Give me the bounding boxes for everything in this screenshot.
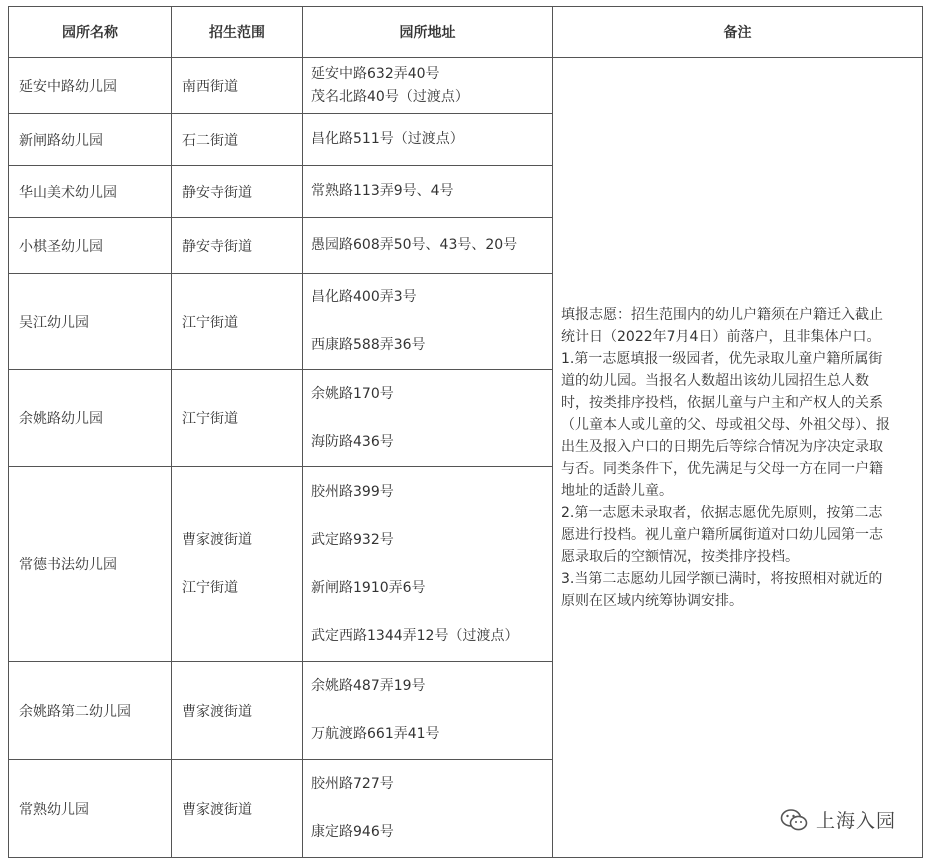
address-line: 愚园路608弄50号、43号、20号 [311, 237, 518, 253]
address-line: 新闸路1910弄6号 [311, 579, 426, 596]
address-cell [303, 760, 553, 858]
kindergarten-name: 吴江幼儿园 [9, 274, 172, 370]
address-cell [303, 166, 553, 218]
kindergarten-name: 新闸路幼儿园 [9, 114, 172, 166]
address-line: 万航渡路661弄41号 [311, 726, 440, 742]
address-cell [303, 274, 553, 370]
header-name: 园所名称 [9, 7, 172, 58]
address-line: 康定路946号 [311, 824, 394, 840]
enrollment-street: 曹家渡街道 [172, 760, 303, 858]
enrollment-street-cell [172, 467, 303, 662]
remark-paragraph: 填报志愿：招生范围内的幼儿户籍须在户籍迁入截止统计日（2022年7月4日）前落户，且非集体户口。 [561, 306, 883, 345]
enrollment-street: 静安寺街道 [172, 218, 303, 274]
header-remark: 备注 [553, 7, 923, 58]
address-line: 余姚路487弄19号 [311, 678, 426, 694]
header-address: 园所地址 [303, 7, 553, 58]
wechat-watermark [780, 806, 896, 833]
address-cell [303, 58, 553, 114]
remark-text [561, 304, 894, 612]
address-line: 胶州路727号 [311, 776, 394, 792]
address-line: 常熟路113弄9号、4号 [311, 183, 454, 199]
enrollment-street: 静安寺街道 [172, 166, 303, 218]
remark-paragraph: 1.第一志愿填报一级园者，优先录取儿童户籍所属街道的幼儿园。当报名人数超出该幼儿园招生总人数时，按类排序投档，依据儿童与户主和产权人的关系（儿童本人或儿童的父、母或祖父母、外祖父母）、报出生及报入户口的日期先后等综合情况为序决定录取与否。同类条件下，优先满足与父母一方在同一户籍地址的适龄儿童。 [561, 350, 890, 499]
address-line: 胶州路399号 [311, 483, 394, 500]
kindergarten-name: 小棋圣幼儿园 [9, 218, 172, 274]
kindergarten-name: 常德书法幼儿园 [9, 467, 172, 662]
kindergarten-name: 华山美术幼儿园 [9, 166, 172, 218]
enrollment-street: 江宁街道 [182, 579, 238, 596]
remark-cell [553, 58, 923, 858]
remark-paragraph: 2.第一志愿未录取者，依据志愿优先原则，按第二志愿进行投档。视儿童户籍所属街道对口幼儿园第一志愿录取后的空额情况，按类排序投档。 [561, 504, 883, 565]
address-line: 西康路588弄36号 [311, 337, 426, 353]
table-header-row [9, 7, 923, 58]
address-line: 延安中路632弄40号 [311, 65, 440, 82]
kindergarten-name: 常熟幼儿园 [9, 760, 172, 858]
enrollment-street: 曹家渡街道 [182, 531, 252, 548]
wechat-icon [780, 808, 808, 832]
enrollment-street: 石二街道 [172, 114, 303, 166]
address-line: 海防路436号 [311, 433, 394, 450]
table-row [9, 58, 923, 114]
address-line: 昌化路400弄3号 [311, 289, 417, 305]
kindergarten-table [8, 6, 923, 858]
enrollment-street: 江宁街道 [172, 370, 303, 467]
address-cell [303, 114, 553, 166]
address-line: 武定路932号 [311, 531, 394, 548]
kindergarten-name: 余姚路第二幼儿园 [9, 662, 172, 760]
header-range: 招生范围 [172, 7, 303, 58]
enrollment-street: 曹家渡街道 [172, 662, 303, 760]
address-line: 余姚路170号 [311, 385, 394, 402]
kindergarten-name: 余姚路幼儿园 [9, 370, 172, 467]
enrollment-street: 江宁街道 [172, 274, 303, 370]
enrollment-street: 南西街道 [172, 58, 303, 114]
kindergarten-name: 延安中路幼儿园 [9, 58, 172, 114]
remark-paragraph: 3.当第二志愿幼儿园学额已满时，将按照相对就近的原则在区域内统筹协调安排。 [561, 570, 883, 609]
address-line: 武定西路1344弄12号（过渡点） [311, 627, 519, 644]
address-cell [303, 218, 553, 274]
address-line: 茂名北路40号（过渡点） [311, 88, 469, 105]
watermark-text: 上海入园 [815, 810, 896, 832]
address-cell [303, 467, 553, 662]
address-line: 昌化路511号（过渡点） [311, 131, 464, 147]
address-cell [303, 370, 553, 467]
address-cell [303, 662, 553, 760]
